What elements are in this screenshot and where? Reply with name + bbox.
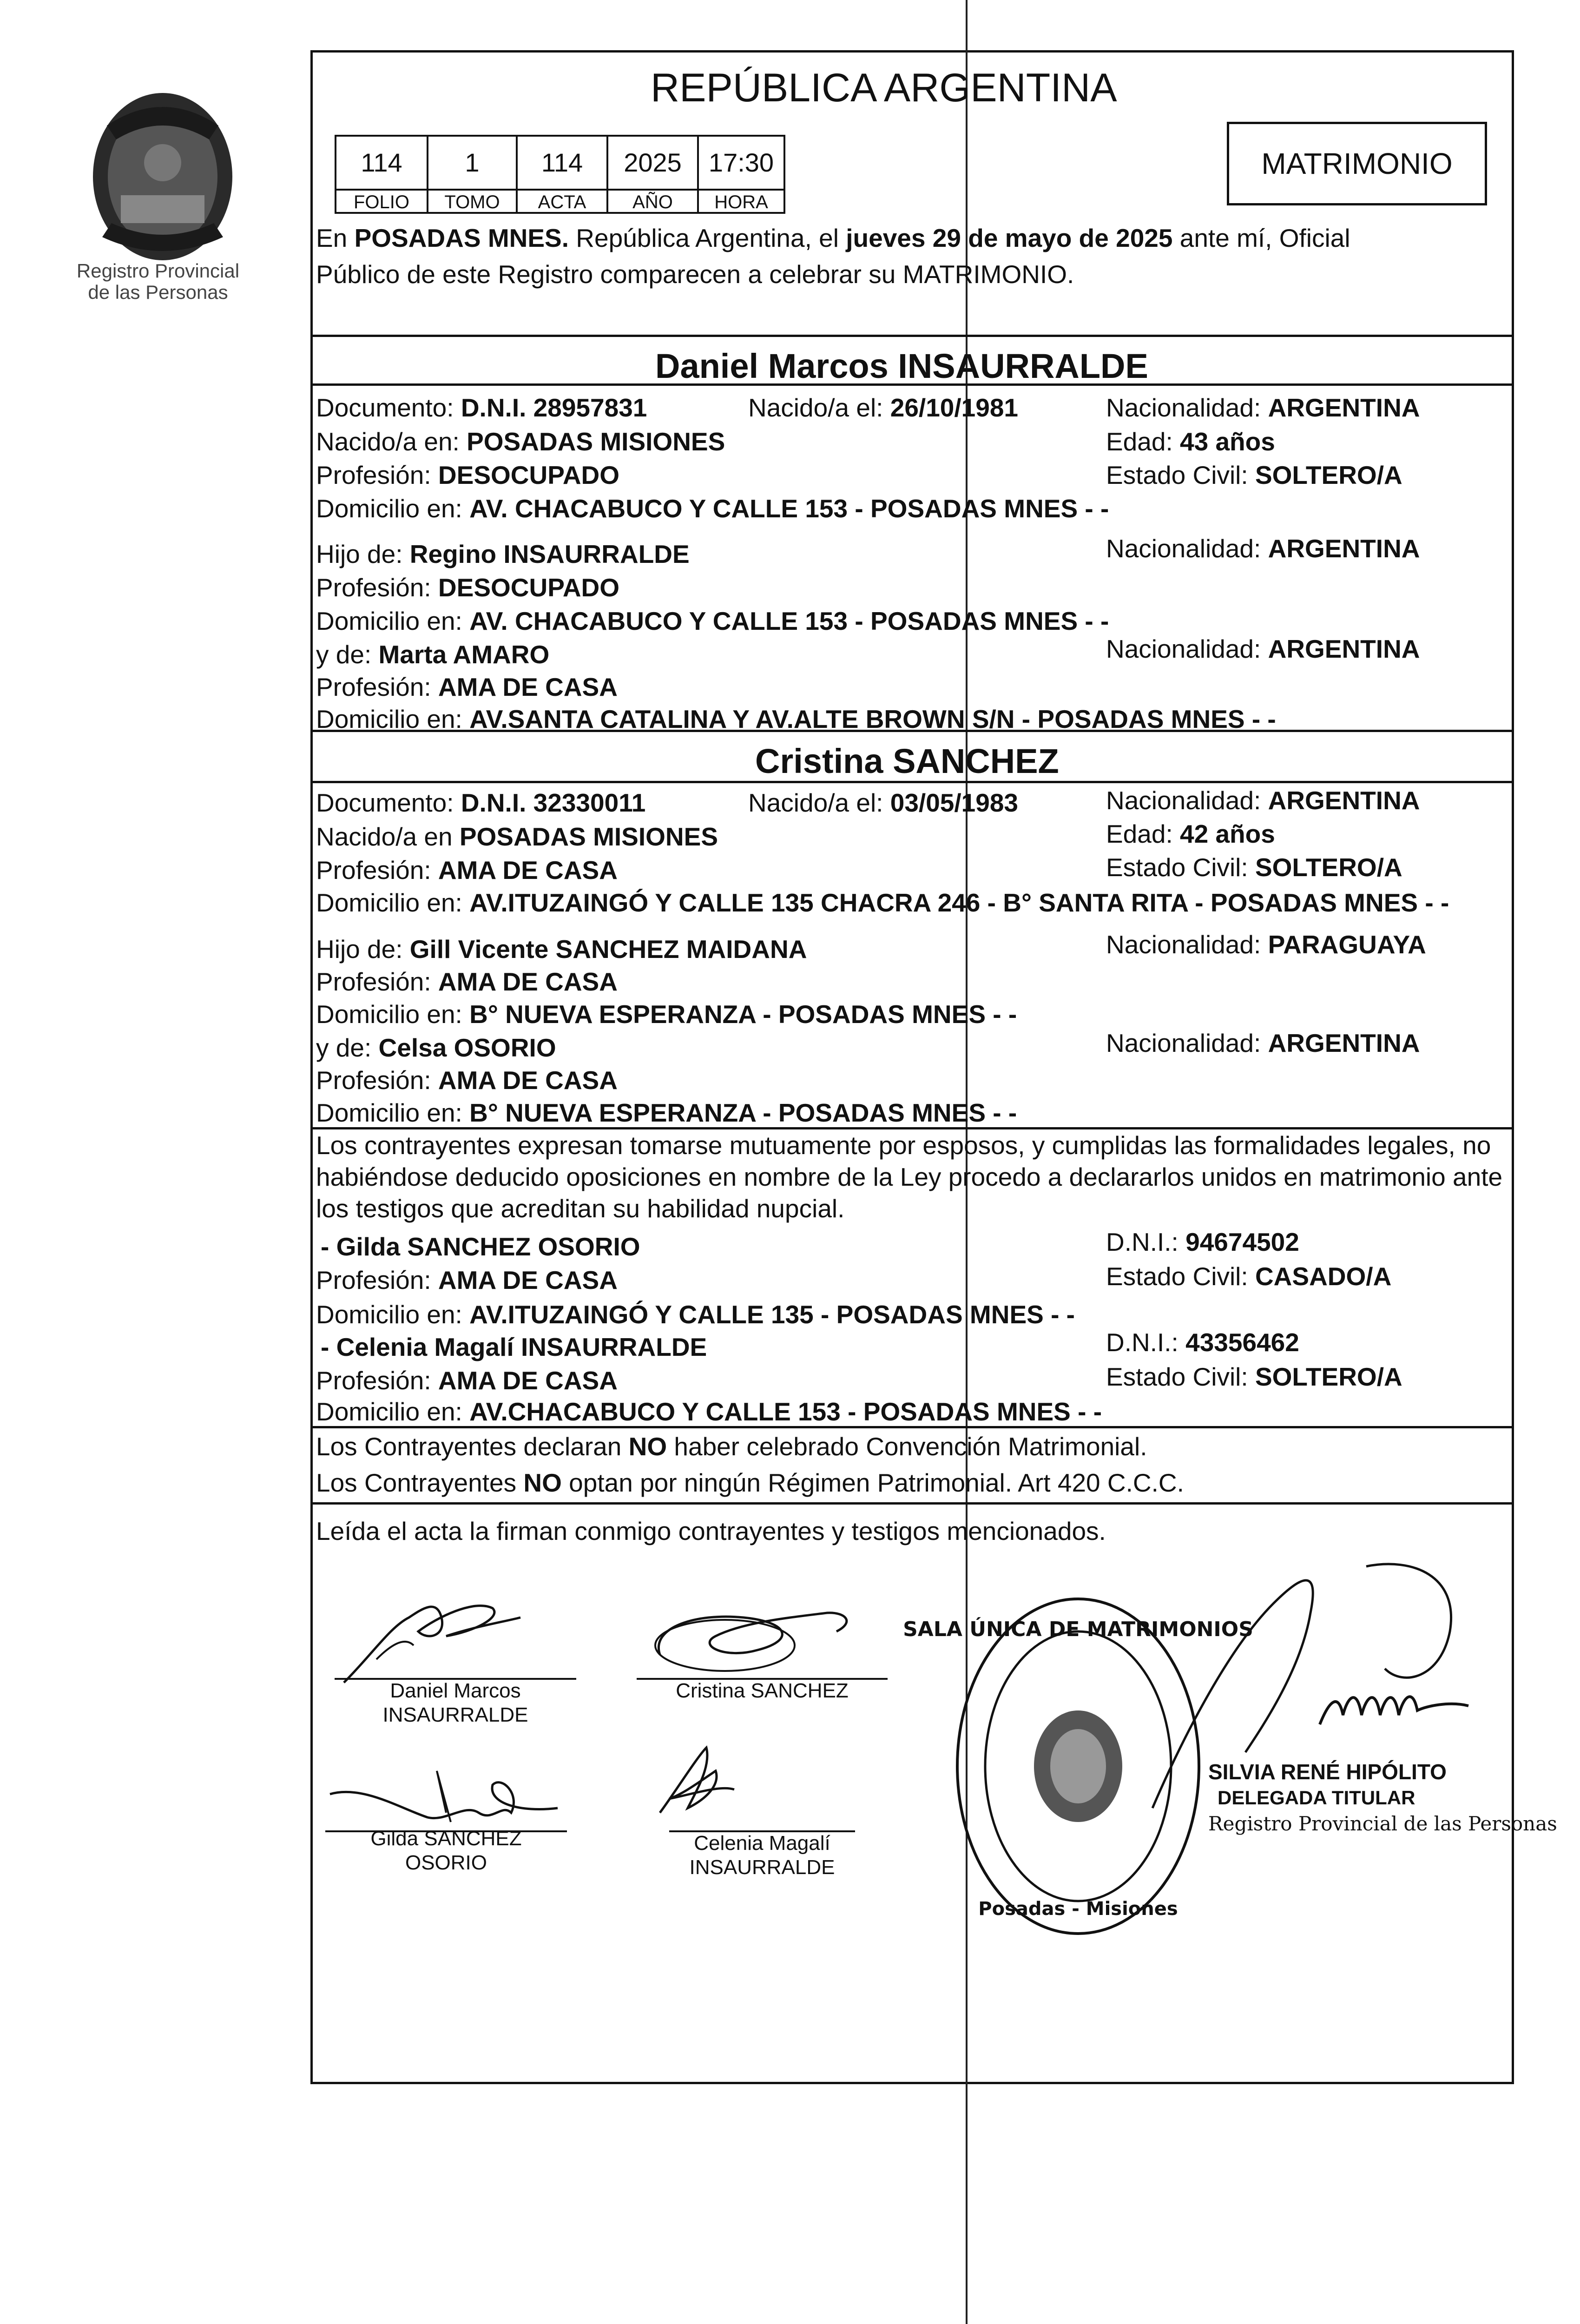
hora-value: 17:30: [708, 148, 774, 177]
witness1-profesion: Profesión: AMA DE CASA: [316, 1266, 618, 1294]
groom-signature: [335, 1590, 530, 1692]
bride-signature-label: Cristina SANCHEZ: [676, 1679, 849, 1702]
bride-estado-civil: Estado Civil: SOLTERO/A: [1106, 853, 1402, 882]
document-title: REPÚBLICA ARGENTINA: [651, 66, 1117, 110]
intro-line-1: En POSADAS MNES. República Argentina, el jueves 29 de mayo de 2025 ante mí, Oficial: [316, 224, 1350, 252]
bride-edad: Edad: 42 años: [1106, 819, 1275, 848]
witness2-signature: [641, 1738, 744, 1831]
groom-nacido-en: Nacido/a en: POSADAS MISIONES: [316, 427, 725, 456]
officer-name: SILVIA RENÉ HIPÓLITO: [1208, 1760, 1447, 1784]
intro-line-2: Público de este Registro comparecen a celebrar su MATRIMONIO.: [316, 260, 1074, 289]
witness2-name: - Celenia Magalí INSAURRALDE: [321, 1333, 707, 1361]
groom-father-domicilio: Domicilio en: AV. CHACABUCO Y CALLE 153 - POSADAS MNES - -: [316, 607, 1109, 635]
bride-nacido-el: Nacido/a el: 03/05/1983: [748, 788, 1019, 817]
bride-father-domicilio: Domicilio en: B° NUEVA ESPERANZA - POSADAS MNES - -: [316, 1000, 1017, 1029]
groom-domicilio: Domicilio en: AV. CHACABUCO Y CALLE 153 - POSADAS MNES - -: [316, 494, 1109, 523]
groom-father-profesion: Profesión: DESOCUPADO: [316, 573, 620, 602]
hora-label: HORA: [699, 189, 783, 214]
svg-text:Posadas - Misiones: Posadas - Misiones: [978, 1898, 1178, 1920]
bride-name: Cristina SANCHEZ: [755, 742, 1059, 780]
groom-father-nacionalidad: Nacionalidad: ARGENTINA: [1106, 534, 1420, 563]
misiones-province-seal: [70, 70, 256, 274]
groom-estado-civil: Estado Civil: SOLTERO/A: [1106, 461, 1402, 489]
groom-nacido-el: Nacido/a el: 26/10/1981: [748, 393, 1019, 422]
officer-office: Registro Provincial de las Personas: [1208, 1812, 1557, 1835]
bride-documento: Documento: D.N.I. 32330011: [316, 788, 646, 817]
bride-nacido-en: Nacido/a en POSADAS MISIONES: [316, 822, 718, 851]
groom-edad: Edad: 43 años: [1106, 427, 1275, 456]
bride-father: Hijo de: Gill Vicente SANCHEZ MAIDANA: [316, 935, 807, 964]
bride-mother-nacionalidad: Nacionalidad: ARGENTINA: [1106, 1029, 1420, 1057]
act-type-box: MATRIMONIO: [1227, 122, 1487, 205]
separator: [310, 335, 1514, 337]
svg-text:SALA ÚNICA DE MATRIMONIOS: SALA ÚNICA DE MATRIMONIOS: [903, 1618, 1253, 1641]
tomo-label: TOMO: [428, 189, 518, 214]
groom-father: Hijo de: Regino INSAURRALDE: [316, 540, 690, 568]
groom-documento: Documento: D.N.I. 28957831: [316, 393, 647, 422]
groom-mother: y de: Marta AMARO: [316, 640, 550, 669]
acta-value: 114: [518, 137, 608, 189]
witness2-dni: D.N.I.: 43356462: [1106, 1328, 1299, 1357]
groom-mother-nacionalidad: Nacionalidad: ARGENTINA: [1106, 634, 1420, 663]
closing-line: Leída el acta la firman conmigo contrayentes y testigos mencionados.: [316, 1517, 1106, 1545]
convention-line-1: Los Contrayentes declaran NO haber celebrado Convención Matrimonial.: [316, 1432, 1147, 1461]
bride-signature: [641, 1599, 864, 1678]
declaration-line-3: los testigos que acreditan su habilidad nupcial.: [316, 1194, 845, 1223]
bride-mother-profesion: Profesión: AMA DE CASA: [316, 1066, 618, 1095]
groom-signature-label: Daniel Marcos INSAURRALDE: [382, 1679, 528, 1726]
bride-father-profesion: Profesión: AMA DE CASA: [316, 967, 618, 996]
witness2-domicilio: Domicilio en: AV.CHACABUCO Y CALLE 153 - POSADAS MNES - -: [316, 1397, 1102, 1426]
separator: [310, 1502, 1514, 1505]
witness1-name: - Gilda SANCHEZ OSORIO: [321, 1232, 640, 1261]
officer-role: DELEGADA TITULAR: [1218, 1787, 1415, 1809]
witness2-estado-civil: Estado Civil: SOLTERO/A: [1106, 1362, 1402, 1391]
bride-profesion: Profesión: AMA DE CASA: [316, 856, 618, 885]
groom-profesion: Profesión: DESOCUPADO: [316, 461, 620, 489]
groom-mother-domicilio: Domicilio en: AV.SANTA CATALINA Y AV.ALTE BROWN S/N - POSADAS MNES - -: [316, 705, 1276, 733]
bride-father-nacionalidad: Nacionalidad: PARAGUAYA: [1106, 930, 1426, 959]
witness2-profesion: Profesión: AMA DE CASA: [316, 1366, 618, 1395]
tomo-value: 1: [428, 137, 518, 189]
separator: [310, 781, 1514, 783]
bride-domicilio: Domicilio en: AV.ITUZAINGÓ Y CALLE 135 CHACRA 246 - B° SANTA RITA - POSADAS MNES - -: [316, 888, 1449, 917]
anio-label: AÑO: [608, 189, 699, 214]
groom-nacionalidad: Nacionalidad: ARGENTINA: [1106, 393, 1420, 422]
registry-caption: Registro Provincial de las Personas: [76, 260, 240, 303]
folio-label: FOLIO: [336, 189, 428, 214]
declaration-line-2: habiéndose deducido oposiciones en nombre de la Ley procedo a declararlos unidos en matrimonio ante: [316, 1162, 1503, 1191]
acta-label: ACTA: [518, 189, 608, 214]
anio-value: 2025: [608, 137, 699, 189]
bride-nacionalidad: Nacionalidad: ARGENTINA: [1106, 786, 1420, 815]
witness2-signature-label: Celenia Magalí INSAURRALDE: [689, 1832, 835, 1879]
groom-name: Daniel Marcos INSAURRALDE: [655, 347, 1148, 385]
declaration-line-1: Los contrayentes expresan tomarse mutuamente por esposos, y cumplidas las formalidades legales, no: [316, 1131, 1491, 1160]
folio-table: [335, 135, 785, 214]
witness1-dni: D.N.I.: 94674502: [1106, 1228, 1299, 1256]
bride-mother: y de: Celsa OSORIO: [316, 1033, 556, 1062]
folio-value: 114: [336, 137, 428, 189]
convention-line-2: Los Contrayentes NO optan por ningún Régimen Patrimonial. Art 420 C.C.C.: [316, 1468, 1184, 1497]
witness1-domicilio: Domicilio en: AV.ITUZAINGÓ Y CALLE 135 - POSADAS MNES - -: [316, 1300, 1075, 1329]
witness1-estado-civil: Estado Civil: CASADO/A: [1106, 1262, 1392, 1291]
bride-mother-domicilio: Domicilio en: B° NUEVA ESPERANZA - POSADAS MNES - -: [316, 1098, 1017, 1127]
witness1-signature-label: Gilda SANCHEZ OSORIO: [370, 1827, 522, 1874]
groom-mother-profesion: Profesión: AMA DE CASA: [316, 673, 618, 701]
